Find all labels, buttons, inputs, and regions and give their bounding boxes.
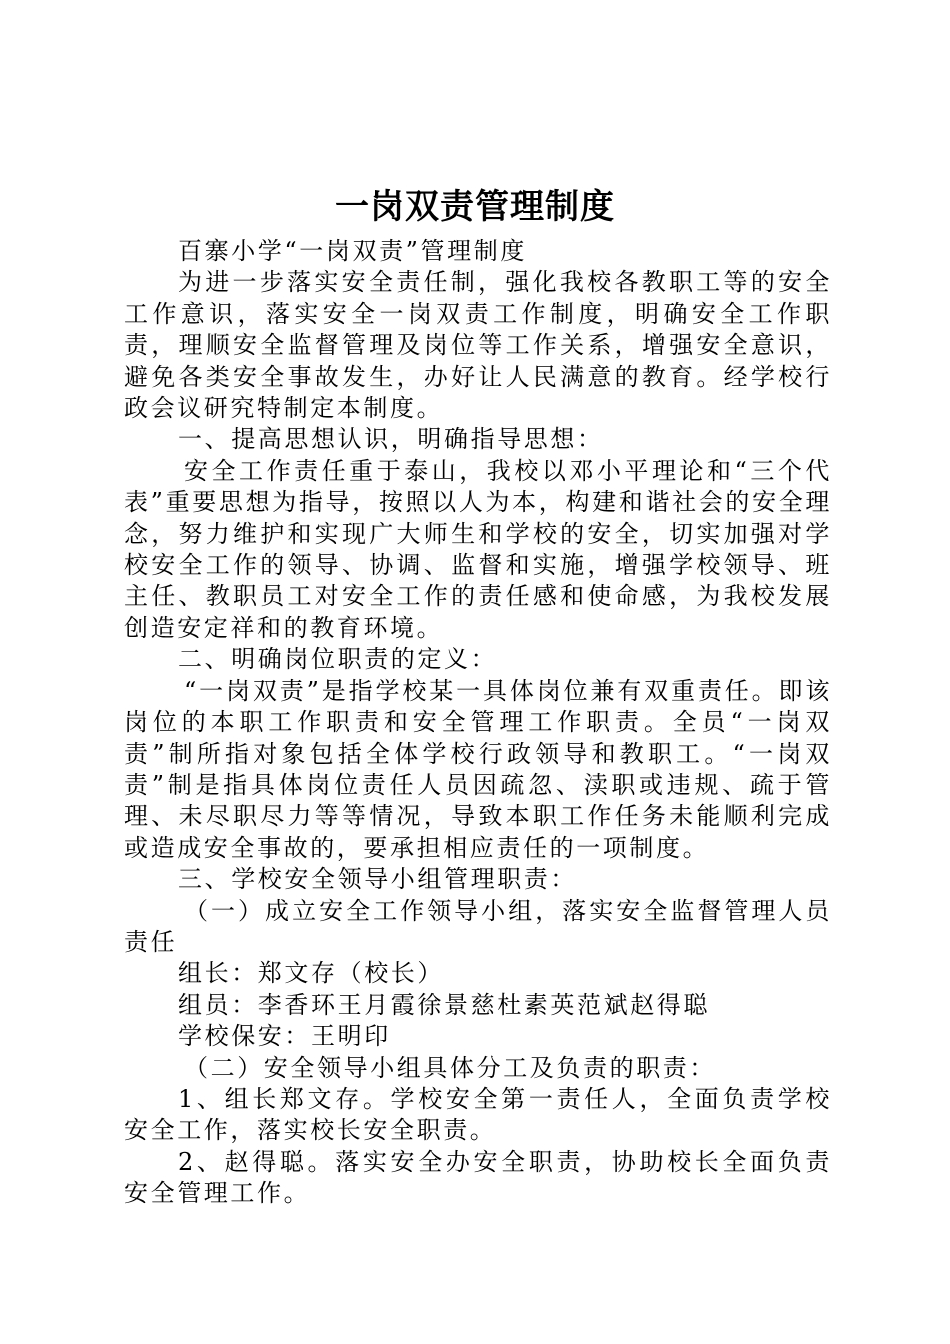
paragraph-members: 组员：李香环王月霞徐景慈杜素英范斌赵得聪 — [178, 990, 710, 1019]
paragraph-leader: 组长：郑文存（校长） — [178, 959, 444, 988]
subsection-heading-2: （二）安全领导小组具体分工及负责的职责： — [184, 1053, 716, 1082]
paragraph-subtitle: 百寨小学“一岗双责”管理制度 — [178, 237, 527, 265]
subsection-heading-1: （一）成立安全工作领导小组，落实安全监督管理人员责任 — [124, 896, 832, 956]
paragraph-duty-1: 1、组长郑文存。学校安全第一责任人，全面负责学校安全工作，落实校长安全职责。 — [124, 1084, 832, 1145]
paragraph-duty-2: 2、赵得聪。落实安全办安全职责，协助校长全面负责安全管理工作。 — [124, 1147, 832, 1208]
section-heading-1: 一、提高思想认识，明确指导思想： — [178, 425, 604, 454]
section-heading-3: 三、学校安全领导小组管理职责： — [178, 865, 577, 894]
paragraph-guiding-thought: 安全工作责任重于泰山，我校以邓小平理论和“三个代表”重要思想为指导，按照以人为本，构建和谐社会的安全理念，努力维护和实现广大师生和学校的安全，切实加强对学校安全工作的领导、协调、监督和实施，增强学校领导、班主任、教职员工对安全工作的责任感和使命感，为我校发展创造安定祥和的教育环境。 — [124, 456, 832, 642]
paragraph-definition: “一岗双责”是指学校某一具体岗位兼有双重责任。即该岗位的本职工作职责和安全管理工作职责。全员“一岗双责”制所指对象包括全体学校行政领导和教职工。“一岗双责”制是指具体岗位责任人员因疏忽、渎职或违规、疏于管理、未尽职尽力等等情况，导致本职工作任务未能顺利完成或造成安全事故的，要承担相应责任的一项制度。 — [124, 676, 832, 862]
section-heading-2: 二、明确岗位职责的定义： — [178, 645, 498, 674]
paragraph-intro: 为进一步落实安全责任制，强化我校各教职工等的安全工作意识，落实安全一岗双责工作制度，明确安全工作职责，理顺安全监督管理及岗位等工作关系，增强安全意识，避免各类安全事故发生，办好让人民满意的教育。经学校行政会议研究特制定本制度。 — [124, 268, 832, 423]
document-title: 一岗双责管理制度 — [335, 187, 615, 227]
paragraph-security: 学校保安：王明印 — [178, 1022, 391, 1051]
document-body — [124, 236, 832, 1210]
